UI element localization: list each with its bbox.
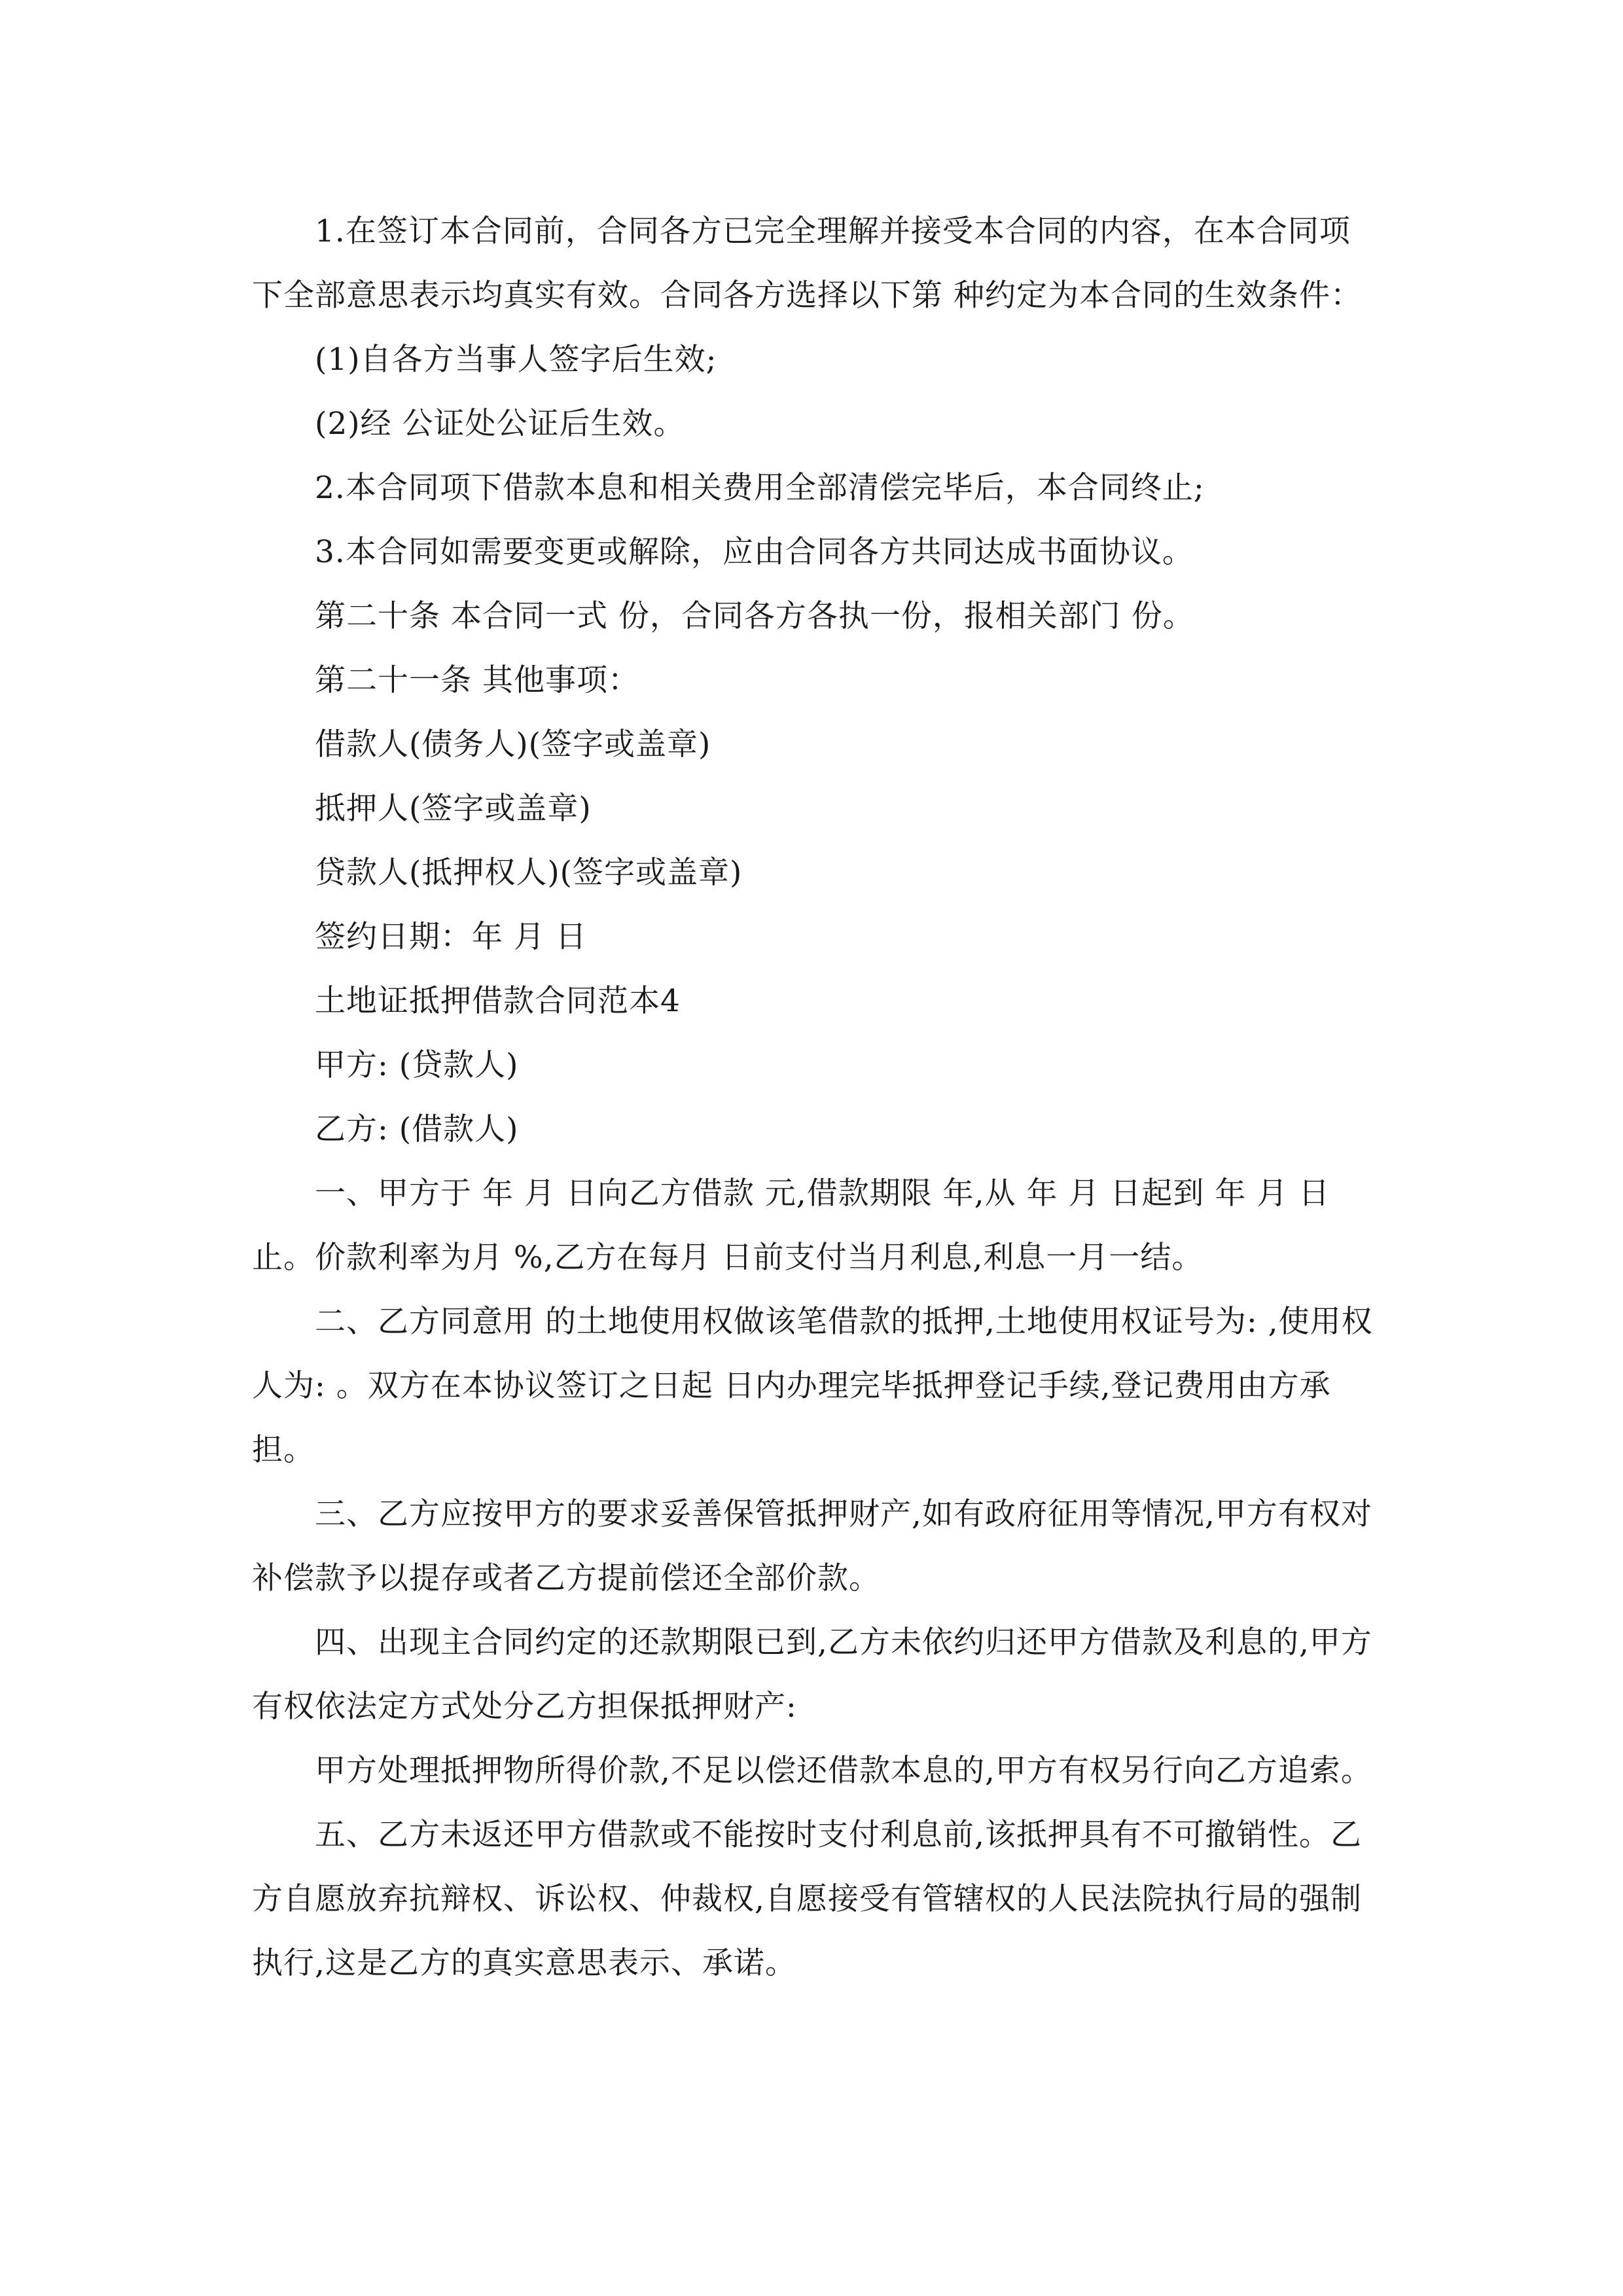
clause-5-irrevocable: 五、乙方未返还甲方借款或不能按时支付利息前,该抵押具有不可撤销性。乙方自愿放弃抗辩权、诉讼权、仲裁权,自愿接受有管辖权的人民法院执行局的强制执行,这是乙方的真实意思表示、承诺。 (252, 1817, 1362, 1981)
clause-4-recourse: 甲方处理抵押物所得价款,不足以偿还借款本息的,甲方有权另行向乙方追索。 (315, 1753, 1372, 1789)
party-b: 乙方: (借款人) (315, 1111, 519, 1147)
article-21: 第二十一条 其他事项： (315, 662, 639, 698)
template-title: 土地证抵押借款合同范本4 (315, 983, 681, 1019)
article-20: 第二十条 本合同一式 份，合同各方各执一份，报相关部门 份。 (315, 598, 1194, 634)
party-a: 甲方: (贷款人) (315, 1047, 519, 1083)
signature-lender: 贷款人(抵押权人)(签字或盖章) (315, 855, 743, 891)
clause-1-loan-terms: 一、甲方于 年 月 日向乙方借款 元,借款期限 年,从 年 月 日起到 年 月 日止。价款利率为月 %,乙方在每月 日前支付当月利息,利息一月一结。 (252, 1175, 1330, 1276)
signature-mortgagor: 抵押人(签字或盖章) (315, 791, 592, 827)
clause-2-collateral: 二、乙方同意用 的土地使用权做该笔借款的抵押,土地使用权证号为: ,使用权人为: 。双方在本协议签订之日起 日内办理完毕抵押登记手续,登记费用由方承担。 (252, 1304, 1373, 1468)
clause-amendment: 3.本合同如需要变更或解除，应由合同各方共同达成书面协议。 (315, 534, 1194, 570)
clause-4-default: 四、出现主合同约定的还款期限已到,乙方未依约归还甲方借款及利息的,甲方有权依法定方式处分乙方担保抵押财产: (252, 1624, 1372, 1725)
document-body (252, 200, 1381, 1996)
clause-effective-conditions: 1.在签订本合同前，合同各方已完全理解并接受本合同的内容，在本合同项下全部意思表示均真实有效。合同各方选择以下第 种约定为本合同的生效条件： (252, 213, 1362, 314)
clause-termination: 2.本合同项下借款本息和相关费用全部清偿完毕后，本合同终止; (315, 470, 1205, 506)
condition-2: (2)经 公证处公证后生效。 (315, 406, 685, 442)
signing-date: 签约日期：年 月 日 (315, 919, 587, 955)
signature-borrower: 借款人(债务人)(签字或盖章) (315, 726, 711, 762)
clause-3-custody: 三、乙方应按甲方的要求妥善保管抵押财产,如有政府征用等情况,甲方有权对补偿款予以提存或者乙方提前偿还全部价款。 (252, 1496, 1372, 1596)
condition-1: (1)自各方当事人签字后生效; (315, 342, 717, 378)
